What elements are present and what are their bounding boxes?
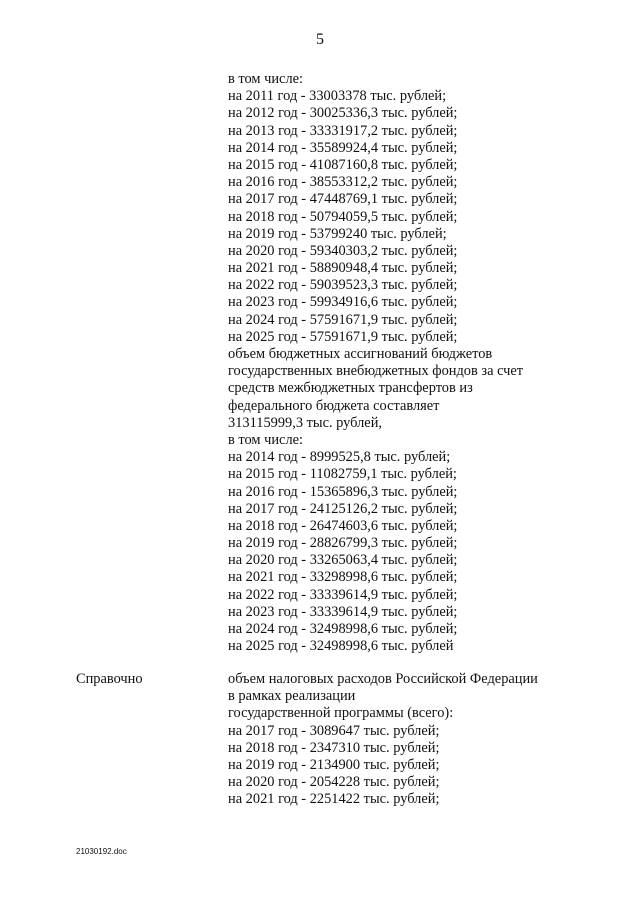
text-line: на 2019 год - 2134900 тыс. рублей; [228,756,440,773]
text-line: объем бюджетных ассигнований бюджетов [228,346,493,362]
text-line: на 2018 год - 2347310 тыс. рублей; [228,739,440,756]
text-line: на 2017 год - 47448769,1 тыс. рублей; [228,191,458,208]
text-line: на 2021 год - 58890948,4 тыс. рублей; [228,260,458,277]
text-line: на 2021 год - 33298998,6 тыс. рублей; [228,569,458,586]
text-line: на 2024 год - 32498998,6 тыс. рублей; [228,621,458,637]
text-line: на 2021 год - 2251422 тыс. рублей; [228,791,440,808]
text-line: федерального бюджета составляет [228,397,440,414]
reference-label: Справочно [76,671,143,687]
text-line: на 2020 год - 59340303,2 тыс. рублей; [228,242,458,259]
text-line: на 2017 год - 24125126,2 тыс. рублей; [228,500,458,517]
text-line: на 2022 год - 33339614,9 тыс. рублей; [228,586,458,603]
text-line: в том числе: [228,71,304,87]
text-line: на 2011 год - 33003378 тыс. рублей; [228,88,447,105]
text-line: на 2014 год - 8999525,8 тыс. рублей; [228,449,451,466]
text-line: на 2018 год - 26474603,6 тыс. рублей; [228,517,458,534]
text-line: на 2020 год - 33265063,4 тыс. рублей; [228,552,458,569]
tax-expenditure-block [228,671,538,809]
text-line: государственных внебюджетных фондов за счет [228,363,524,380]
text-line: на 2013 год - 33331917,2 тыс. рублей; [228,122,458,139]
page-number: 5 [316,31,324,48]
text-line: на 2019 год - 53799240 тыс. рублей; [228,225,447,242]
text-line: на 2019 год - 28826799,3 тыс. рублей; [228,535,458,552]
text-line: на 2015 год - 11082759,1 тыс. рублей; [228,466,457,483]
text-line: на 2023 год - 59934916,6 тыс. рублей; [228,294,458,311]
text-line: объем налоговых расходов Российской Федерации [228,671,538,687]
text-line: на 2024 год - 57591671,9 тыс. рублей; [228,311,458,328]
text-line: в том числе: [228,431,304,448]
text-line: на 2012 год - 30025336,3 тыс. рублей; [228,105,458,122]
text-line: средств межбюджетных трансфертов из [228,380,473,397]
text-line: на 2020 год - 2054228 тыс. рублей; [228,774,440,791]
text-line: на 2014 год - 35589924,4 тыс. рублей; [228,139,458,156]
text-line: на 2016 год - 38553312,2 тыс. рублей; [228,174,458,191]
text-line: на 2016 год - 15365896,3 тыс. рублей; [228,483,458,500]
document-filename: 21030192.doc [76,847,127,856]
text-line: государственной программы (всего): [228,705,454,722]
text-line: на 2022 год - 59039523,3 тыс. рублей; [228,277,458,294]
text-line: на 2018 год - 50794059,5 тыс. рублей; [228,208,458,225]
text-line: на 2015 год - 41087160,8 тыс. рублей; [228,156,458,173]
text-line: в рамках реализации [228,688,356,705]
text-line: на 2025 год - 32498998,6 тыс. рублей [228,638,454,655]
text-line: на 2017 год - 3089647 тыс. рублей; [228,722,440,739]
text-line: на 2023 год - 33339614,9 тыс. рублей; [228,603,458,620]
text-line: на 2025 год - 57591671,9 тыс. рублей; [228,328,458,345]
text-line: 313115999,3 тыс. рублей, [228,414,382,431]
funding-details-block [228,71,523,655]
